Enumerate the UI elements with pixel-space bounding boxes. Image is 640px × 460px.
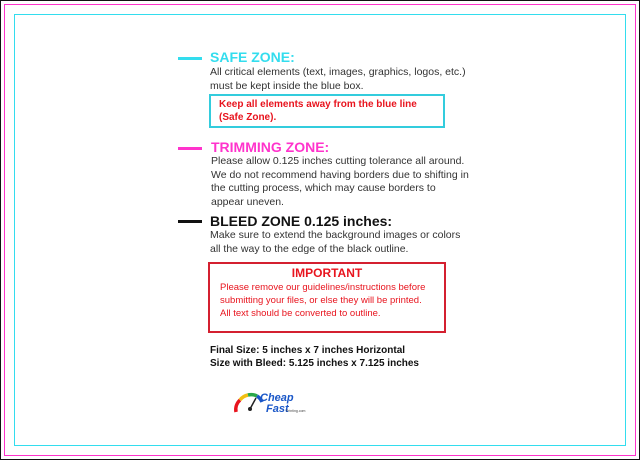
important-notice-box [208, 262, 446, 333]
cheap-fast-printing-logo [230, 386, 310, 418]
important-line: Please remove our guidelines/instructions before [220, 282, 426, 293]
bleed-zone-line: all the way to the edge of the black outline. [210, 242, 409, 255]
final-size-text: Final Size: 5 inches x 7 inches Horizontal [210, 345, 406, 356]
bleed-size-text: Size with Bleed: 5.125 inches x 7.125 inches [210, 357, 419, 369]
trimming-zone-swatch [178, 147, 202, 150]
bleed-zone-heading: BLEED ZONE 0.125 inches: [210, 213, 393, 229]
safe-zone-notice-line: Keep all elements away from the blue line [219, 99, 417, 110]
safe-zone-line: must be kept inside the blue box. [210, 79, 364, 92]
safe-zone-heading: SAFE ZONE: [210, 49, 295, 65]
important-line: submitting your files, or else they will be printed. [220, 295, 422, 306]
safe-zone-description [210, 66, 466, 93]
safe-zone-notice-box [209, 94, 445, 128]
safe-zone-swatch [178, 57, 202, 60]
bleed-zone-line: Make sure to extend the background images or colors [210, 229, 461, 241]
logo-word-cheap: Cheap [260, 392, 294, 404]
bleed-zone-swatch [178, 220, 202, 223]
trimming-zone-line: We do not recommend having borders due to shifting in [211, 168, 469, 181]
logo-word-fast: Fast [266, 403, 289, 415]
trimming-zone-line: Please allow 0.125 inches cutting tolerance all around. [211, 155, 465, 167]
logo-word-printing: Printing.com [286, 409, 306, 413]
safe-zone-line: All critical elements (text, images, graphics, logos, etc.) [210, 66, 466, 78]
size-info [210, 345, 419, 370]
important-line: All text should be converted to outline. [220, 308, 381, 319]
safe-zone-notice-line: (Safe Zone). [219, 112, 277, 123]
speedometer-icon [236, 395, 262, 412]
bleed-zone-description [210, 229, 460, 256]
trimming-zone-line: the cutting process, which may cause borders to [211, 182, 436, 194]
important-title: IMPORTANT [291, 266, 363, 280]
trimming-zone-heading: TRIMMING ZONE: [211, 139, 330, 155]
trimming-zone-line: appear uneven. [211, 195, 284, 208]
trimming-zone-description [211, 155, 469, 209]
